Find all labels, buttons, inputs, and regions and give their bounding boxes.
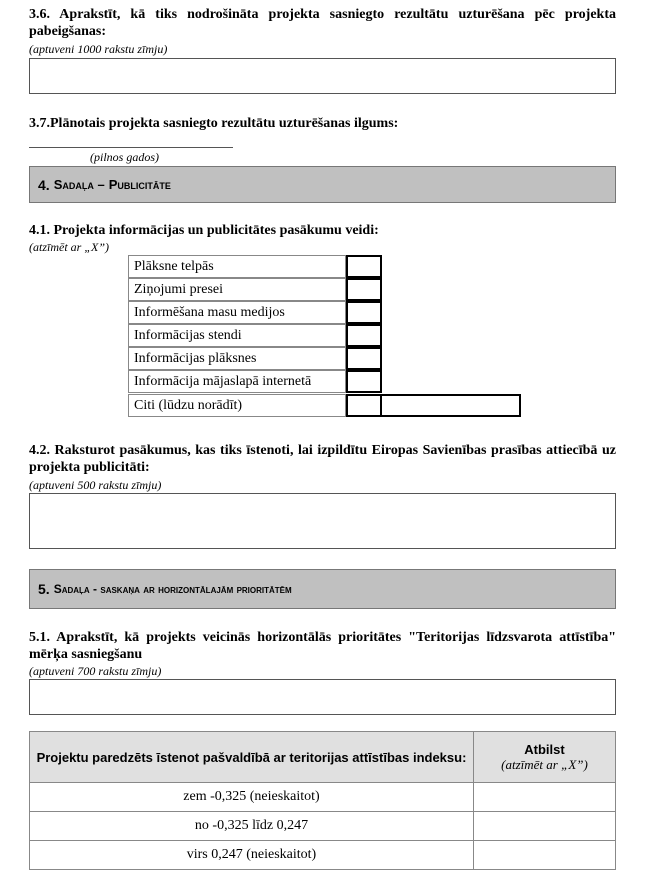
section-4-number: 4. — [38, 176, 50, 193]
publicity-option-label: Citi (lūdzu norādīt) — [128, 394, 346, 417]
section-5-number: 5. — [38, 581, 50, 597]
table-header-match — [474, 732, 616, 783]
publicity-option-label: Informēšana masu medijos — [128, 301, 346, 324]
table-header-match-label: Atbilst — [524, 741, 565, 757]
publicity-option-checkbox[interactable] — [346, 324, 382, 347]
publicity-option-label: Plāksne telpās — [128, 255, 346, 278]
section-4-title: Publicitāte — [108, 177, 171, 192]
table-row — [30, 812, 616, 841]
publicity-option-checkbox[interactable] — [346, 301, 382, 324]
question-5-1-title: 5.1. Aprakstīt, kā projekts veicinās horizontālās prioritātes "Teritorijas līdzsvarota attīstība" mērķa sasniegšanu — [29, 630, 616, 662]
question-4-1-title: 4.1. Projekta informācijas un publicitātes pasākumu veidi: — [29, 223, 379, 238]
question-4-1-hint: (atzīmēt ar „X”) — [29, 240, 110, 254]
question-4-2-hint: (aptuveni 500 rakstu zīmju) — [29, 478, 162, 492]
question-4-2-answer-field[interactable] — [29, 493, 616, 549]
section-4-title-prefix: Sadaļa – — [53, 177, 105, 192]
table-header-index — [30, 732, 474, 783]
publicity-option-checkbox[interactable] — [346, 347, 382, 370]
publicity-option-label: Informācijas plāksnes — [128, 347, 346, 370]
publicity-other-specify-field[interactable] — [380, 394, 521, 417]
table-row — [30, 783, 616, 812]
question-3-6-answer-field[interactable] — [29, 58, 616, 94]
section-4-header — [29, 166, 616, 203]
publicity-option-checkbox[interactable] — [346, 255, 382, 278]
match-cell[interactable] — [474, 783, 616, 812]
question-3-6-hint: (aptuveni 1000 rakstu zīmju) — [29, 42, 168, 56]
table-row — [30, 841, 616, 870]
question-5-1-answer-field[interactable] — [29, 679, 616, 715]
territory-index-table — [29, 731, 616, 870]
question-5-1-hint: (aptuveni 700 rakstu zīmju) — [29, 664, 162, 678]
question-3-6-title: 3.6. Aprakstīt, kā tiks nodrošināta projekta sasniegto rezultātu uzturēšana pēc projekta pabeigšanas: — [29, 7, 616, 39]
index-range-cell: virs 0,247 (neieskaitot) — [30, 841, 474, 870]
publicity-option-label: Ziņojumi presei — [128, 278, 346, 301]
publicity-option-checkbox[interactable] — [346, 278, 382, 301]
section-5-header — [29, 569, 616, 609]
question-3-7-title: 3.7.Plānotais projekta sasniegto rezultātu uzturēšanas ilgums: — [29, 116, 399, 131]
publicity-option-checkbox[interactable] — [346, 394, 382, 417]
question-3-7-hint: (pilnos gados) — [90, 150, 159, 164]
index-range-cell: zem -0,325 (neieskaitot) — [30, 783, 474, 812]
publicity-option-label: Informācija mājaslapā internetā — [128, 370, 346, 393]
publicity-option-label: Informācijas stendi — [128, 324, 346, 347]
question-3-7-answer-line[interactable] — [29, 147, 233, 148]
match-cell[interactable] — [474, 841, 616, 870]
match-cell[interactable] — [474, 812, 616, 841]
section-5-title: Sadaļa - saskaņa ar horizontālajām prioritātēm — [53, 582, 292, 596]
index-range-cell: no -0,325 līdz 0,247 — [30, 812, 474, 841]
publicity-option-checkbox[interactable] — [346, 370, 382, 393]
question-4-2-title: 4.2. Raksturot pasākumus, kas tiks īstenoti, lai izpildītu Eiropas Savienības prasības attiecībā uz projekta publicitāti: — [29, 443, 616, 475]
table-header-index-label: Projektu paredzēts īstenot pašvaldībā ar teritorijas attīstības indeksu: — [36, 749, 467, 765]
table-header-match-hint: (atzīmēt ar „X”) — [501, 756, 588, 772]
